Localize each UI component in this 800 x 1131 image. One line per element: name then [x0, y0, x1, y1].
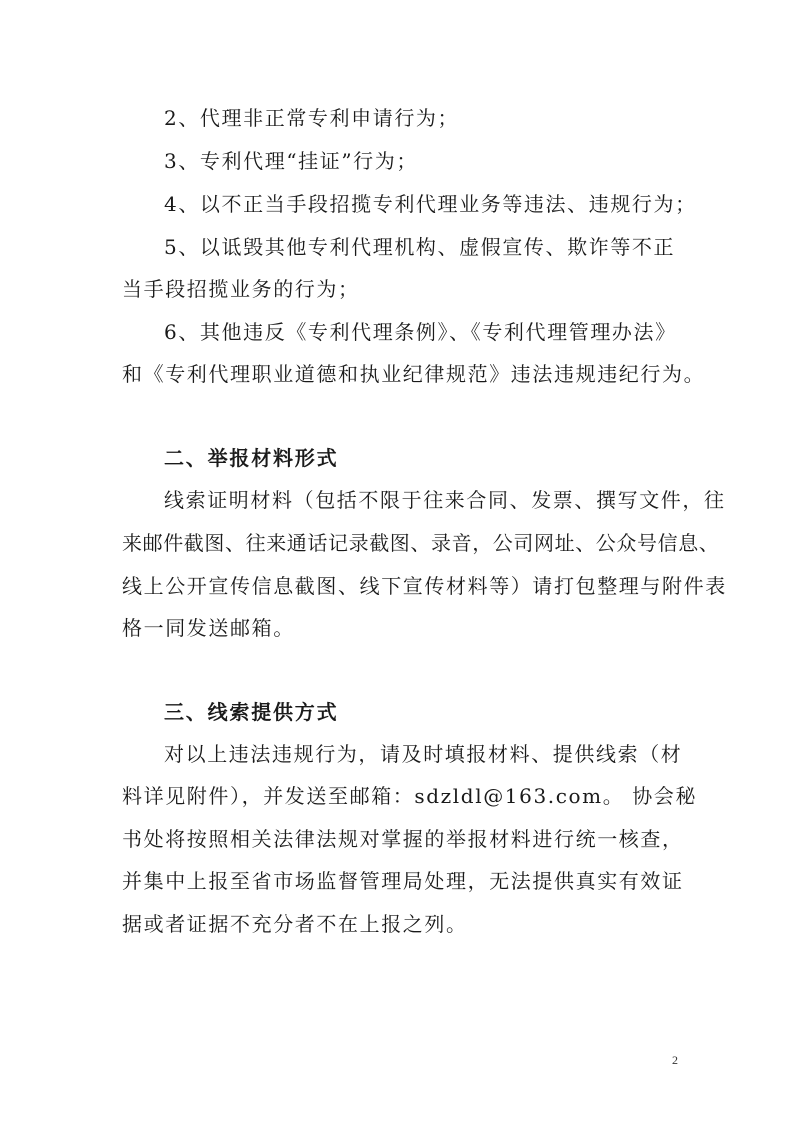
- paragraph-line: 据或者证据不充分者不在上报之列。: [122, 912, 468, 936]
- list-item: 6、其他违反《专利代理条例》、《专利代理管理办法》: [164, 320, 677, 344]
- section-heading: 二、举报材料形式: [164, 446, 339, 470]
- list-item: 4、以不正当手段招揽专利代理业务等违法、违规行为；: [164, 192, 697, 216]
- paragraph-line: 来邮件截图、往来通话记录截图、录音，公司网址、公众号信息、: [122, 531, 720, 555]
- list-item: 5、以诋毁其他专利代理机构、虚假宣传、欺诈等不正: [164, 235, 676, 259]
- paragraph-line: 并集中上报至省市场监督管理局处理，无法提供真实有效证: [122, 869, 684, 893]
- paragraph-line: 书处将按照相关法律法规对掌握的举报材料进行统一核查，: [122, 827, 684, 851]
- paragraph-line: 料详见附件），并发送至邮箱：sdzldl@163.com。 协会秘: [122, 784, 698, 808]
- paragraph-line: 线上公开宣传信息截图、线下宣传材料等）请打包整理与附件表: [122, 574, 727, 598]
- section-heading: 三、线索提供方式: [164, 700, 339, 724]
- list-item-continuation: 和《专利代理职业道德和执业纪律规范》违法违规违纪行为。: [122, 362, 706, 386]
- list-item: 2、代理非正常专利申请行为；: [164, 106, 460, 130]
- paragraph-line: 线索证明材料（包括不限于往来合同、发票、撰写文件，往: [164, 488, 726, 512]
- list-item: 3、专利代理“挂证”行为；: [164, 149, 418, 173]
- paragraph-line: 对以上违法违规行为，请及时填报材料、提供线索（材: [164, 742, 683, 766]
- page-number: 2: [672, 1053, 678, 1067]
- paragraph-line: 格一同发送邮箱。: [122, 616, 295, 640]
- list-item-continuation: 当手段招揽业务的行为；: [122, 277, 360, 301]
